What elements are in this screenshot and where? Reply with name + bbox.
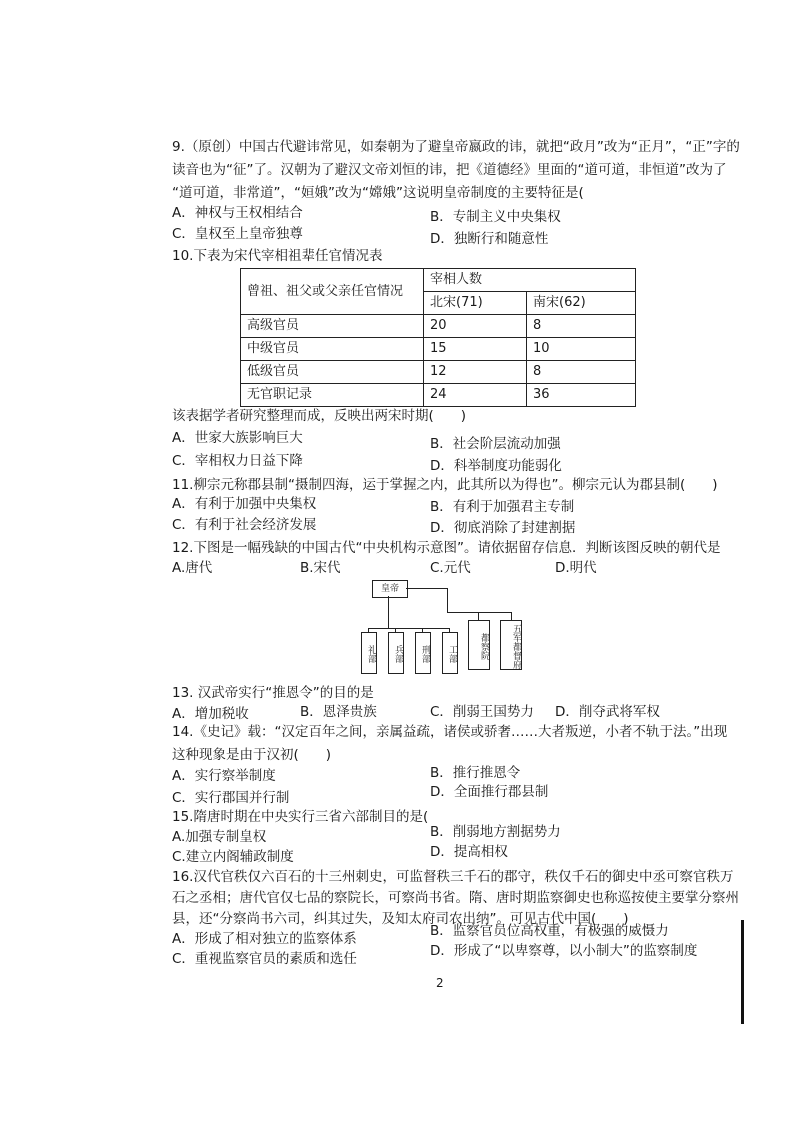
q9-line-2: 读音也为“征”了。汉朝为了避汉文帝刘恒的讳，把《道德经》里面的“道可道，非恒道”改为了 [172, 162, 727, 178]
table-row [241, 384, 636, 407]
q10-option-b: B．社会阶层流动加强 [430, 436, 561, 452]
q14-option-d: D．全面推行郡县制 [430, 784, 549, 800]
scan-edge-mark [741, 920, 744, 1024]
table-row [241, 315, 636, 338]
q13-option-c: C．削弱王国势力 [430, 704, 534, 720]
q13-stem: 13. 汉武帝实行“推恩令”的目的是 [172, 685, 374, 701]
q13-option-b: B．恩泽贵族 [300, 704, 377, 720]
table-row [241, 338, 636, 361]
q15-stem: 15.隋唐时期在中央实行三省六部制目的是( [172, 809, 429, 825]
diagram-emperor-box: 皇帝 [372, 580, 408, 598]
table-row [241, 361, 636, 384]
q10-cell: 36 [527, 384, 636, 407]
q9-option-a: A．神权与王权相结合 [172, 205, 303, 221]
q11-option-d: D．彻底消除了封建割据 [430, 520, 576, 536]
q9-option-b: B．专制主义中央集权 [430, 209, 561, 225]
diagram-connector [511, 612, 512, 620]
q16-option-b: B．监察官员位高权重，有极强的威慑力 [430, 923, 669, 939]
q9-line-1: 9.（原创）中国古代避讳常见，如秦朝为了避皇帝嬴政的讳，就把“政月”改为“正月”，“正”字的 [172, 139, 740, 155]
q10-intro: 10.下表为宋代宰相祖辈任官情况表 [172, 248, 383, 264]
q14-option-c: C．实行郡国并行制 [172, 790, 290, 806]
q10-row-header: 曾祖、祖父或父亲任官情况 [241, 269, 424, 315]
diagram-connector [447, 612, 512, 613]
q16-option-a: A．形成了相对独立的监察体系 [172, 931, 357, 947]
q10-cell: 12 [424, 361, 527, 384]
q13-option-a: A．增加税收 [172, 706, 249, 722]
dept-box-li: 礼部 [361, 632, 377, 674]
q10-table [240, 268, 636, 407]
q13-option-d: D．削夺武将军权 [555, 704, 660, 720]
q10-cell: 20 [424, 315, 527, 338]
q12-option-b: B.宋代 [300, 560, 341, 576]
q10-cell: 15 [424, 338, 527, 361]
q10-col-south: 南宋(62) [527, 292, 636, 315]
q10-option-c: C．宰相权力日益下降 [172, 453, 303, 469]
dept-box-gong: 工部 [442, 632, 458, 674]
q10-option-a: A．世家大族影响巨大 [172, 430, 303, 446]
q10-row-label: 无官职记录 [241, 384, 424, 407]
q10-row-label: 低级官员 [241, 361, 424, 384]
central-agency-diagram [360, 580, 520, 680]
q14-option-b: B．推行推恩令 [430, 765, 521, 781]
q16-line-2: 石之丞相；唐代官仅七品的察院长，可察尚书省。隋、唐时期监察御史也称巡按使主要掌分察州 [172, 890, 739, 906]
q9-option-d: D．独断行和随意性 [430, 231, 549, 247]
q12-option-d: D.明代 [555, 560, 597, 576]
q10-option-d: D．科举制度功能弱化 [430, 458, 562, 474]
q11-option-b: B．有利于加强君主专制 [430, 499, 575, 515]
q14-line-2: 这种现象是由于汉初( ) [172, 747, 332, 763]
q14-option-a: A．实行察举制度 [172, 768, 276, 784]
q10-stem: 该表据学者研究整理而成，反映出两宋时期( ) [172, 408, 467, 424]
diagram-connector [388, 596, 389, 628]
q10-group-header: 宰相人数 [424, 269, 636, 292]
q15-option-a: A.加强专制皇权 [172, 829, 267, 845]
q10-cell: 8 [527, 361, 636, 384]
q12-option-a: A.唐代 [172, 560, 213, 576]
diagram-connector [447, 588, 448, 612]
q10-row-label: 高级官员 [241, 315, 424, 338]
q10-cell: 24 [424, 384, 527, 407]
q11-option-c: C．有利于社会经济发展 [172, 517, 317, 533]
diagram-connector [406, 588, 448, 589]
dept-box-duchayuan: 都察院 [468, 620, 490, 670]
dept-box-wujun: 五军都督府 [500, 620, 522, 670]
q10-cell: 10 [527, 338, 636, 361]
q16-line-3: 县，还“分察尚书六司，纠其过失，及知太府司农出纳”。可见古代中国( ) [172, 911, 629, 927]
q12-stem: 12.下图是一幅残缺的中国古代“中央机构示意图”。请依据留存信息．判断该图反映的朝代是 [172, 540, 721, 556]
q12-option-c: C.元代 [430, 560, 471, 576]
page-number: 2 [436, 976, 444, 990]
q14-line-1: 14.《史记》载：“汉定百年之间，亲属益疏，诸侯或骄奢……大者叛逆，小者不轨于法。”出现 [172, 724, 728, 740]
q15-option-b: B．削弱地方割据势力 [430, 824, 561, 840]
q16-option-d: D．形成了“以卑察尊，以小制大”的监察制度 [430, 943, 698, 959]
q10-cell: 8 [527, 315, 636, 338]
q10-col-north: 北宋(71) [424, 292, 527, 315]
q11-option-a: A．有利于加强中央集权 [172, 496, 317, 512]
diagram-connector [368, 628, 450, 629]
dept-box-xing: 刑部 [415, 632, 431, 674]
diagram-connector [478, 612, 479, 620]
q11-stem: 11.柳宗元称郡县制“摄制四海，运于掌握之内，此其所以为得也”。柳宗元认为郡县制( ) [172, 477, 718, 493]
q10-row-label: 中级官员 [241, 338, 424, 361]
q15-option-c: C.建立内阁辅政制度 [172, 849, 294, 865]
dept-box-bing: 兵部 [388, 632, 404, 674]
q15-option-d: D．提高相权 [430, 844, 508, 860]
q16-option-c: C．重视监察官员的素质和选任 [172, 951, 357, 967]
q16-line-1: 16.汉代官秩仅六百石的十三州刺史，可监督秩三千石的郡守，秩仅千石的御史中丞可察官秩万 [172, 869, 734, 885]
q9-line-3: “道可道，非常道”，“姮娥”改为“嫦娥”这说明皇帝制度的主要特征是( [172, 185, 584, 201]
q9-option-c: C．皇权至上皇帝独尊 [172, 226, 303, 242]
